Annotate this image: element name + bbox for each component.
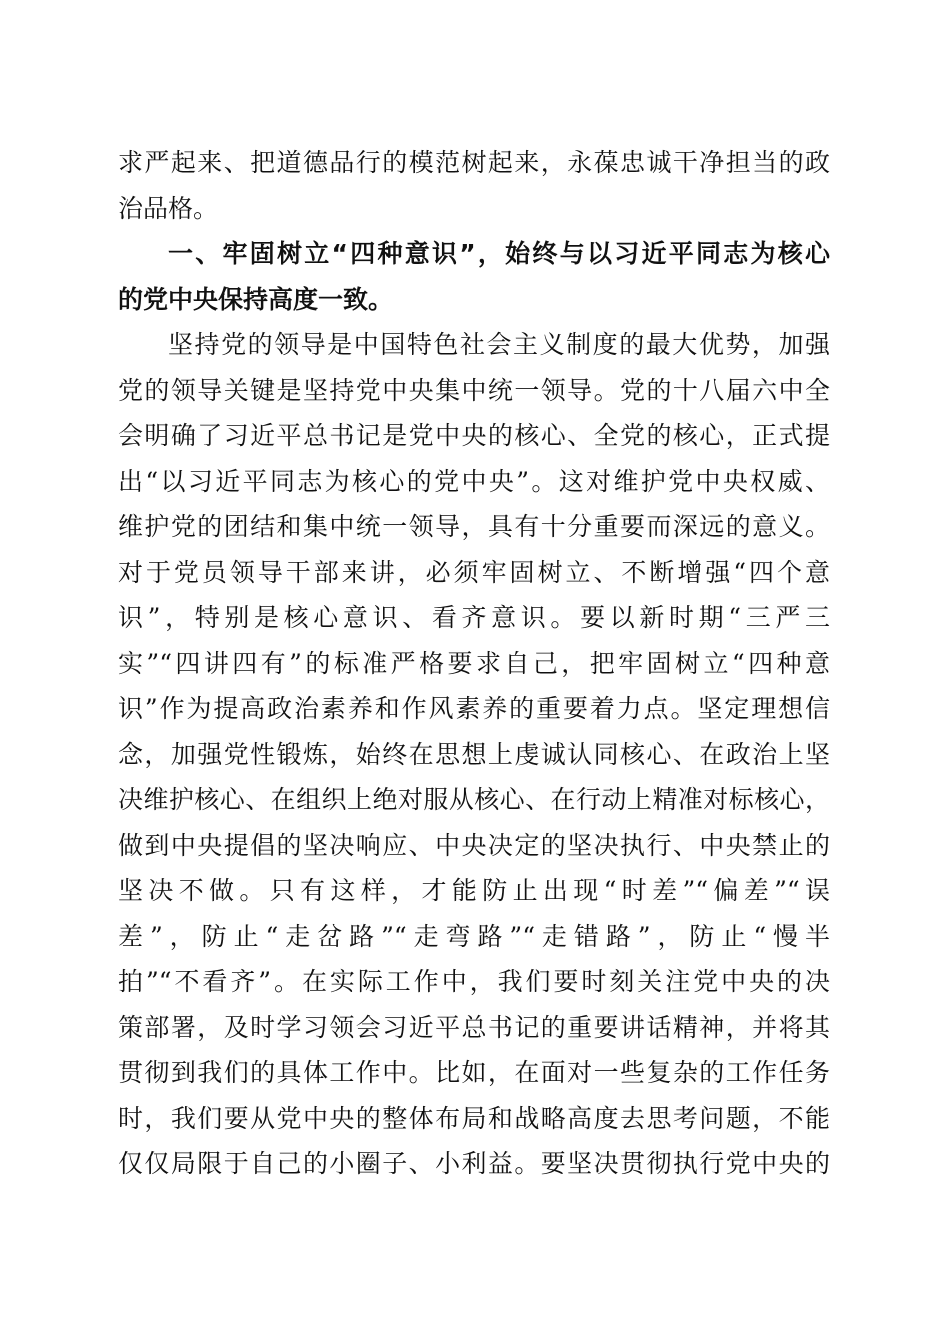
paragraph-line: 坚持党的领导是中国特色社会主义制度的最大优势，加强	[168, 330, 830, 359]
intro-paragraph	[118, 140, 830, 231]
paragraph-line: 贯彻到我们的具体工作中。比如，在面对一些复杂的工作任务	[118, 1058, 830, 1087]
paragraph-line: 坚决不做。只有这样，才能防止出现“时差”“偏差”“误	[118, 876, 830, 905]
paragraph-line: 识”，特别是核心意识、看齐意识。要以新时期“三严三	[118, 603, 830, 632]
paragraph-line: 会明确了习近平总书记是党中央的核心、全党的核心，正式提	[118, 421, 830, 450]
paragraph-line: 出“以习近平同志为核心的党中央”。这对维护党中央权威、	[118, 466, 830, 496]
paragraph-line: 策部署，及时学习领会习近平总书记的重要讲话精神，并将其	[118, 1012, 830, 1042]
paragraph-line: 念，加强党性锻炼，始终在思想上虔诚认同核心、在政治上坚	[118, 739, 830, 769]
heading-line: 一、牢固树立“四种意识”，始终与以习近平同志为核心	[168, 239, 830, 268]
paragraph-line: 对于党员领导干部来讲，必须牢固树立、不断增强“四个意	[118, 557, 830, 587]
paragraph-line: 党的领导关键是坚持党中央集中统一领导。党的十八届六中全	[118, 375, 830, 405]
paragraph-line: 时，我们要从党中央的整体布局和战略高度去思考问题，不能	[118, 1103, 830, 1133]
paragraph-line: 决维护核心、在组织上绝对服从核心、在行动上精准对标核心，	[118, 785, 830, 814]
paragraph-line: 维护党的团结和集中统一领导，具有十分重要而深远的意义。	[118, 512, 830, 541]
paragraph-line: 差”，防止“走岔路”“走弯路”“走错路”，防止“慢半	[118, 921, 830, 951]
paragraph-line: 实”“四讲四有”的标准严格要求自己，把牢固树立“四种意	[118, 648, 830, 678]
body-paragraph	[118, 322, 830, 1187]
paragraph-line: 做到中央提倡的坚决响应、中央决定的坚决执行、中央禁止的	[118, 830, 830, 860]
paragraph-line: 识”作为提高政治素养和作风素养的重要着力点。坚定理想信	[118, 694, 830, 723]
paragraph-line: 仅仅局限于自己的小圈子、小利益。要坚决贯彻执行党中央的	[118, 1149, 830, 1178]
paragraph-line: 求严起来、把道德品行的模范树起来，永葆忠诚干净担当的政	[118, 148, 830, 177]
section-heading	[118, 231, 830, 322]
paragraph-line: 拍”“不看齐”。在实际工作中，我们要时刻关注党中央的决	[118, 967, 830, 996]
paragraph-line: 治品格。	[118, 193, 219, 223]
heading-line: 的党中央保持高度一致。	[118, 284, 394, 314]
